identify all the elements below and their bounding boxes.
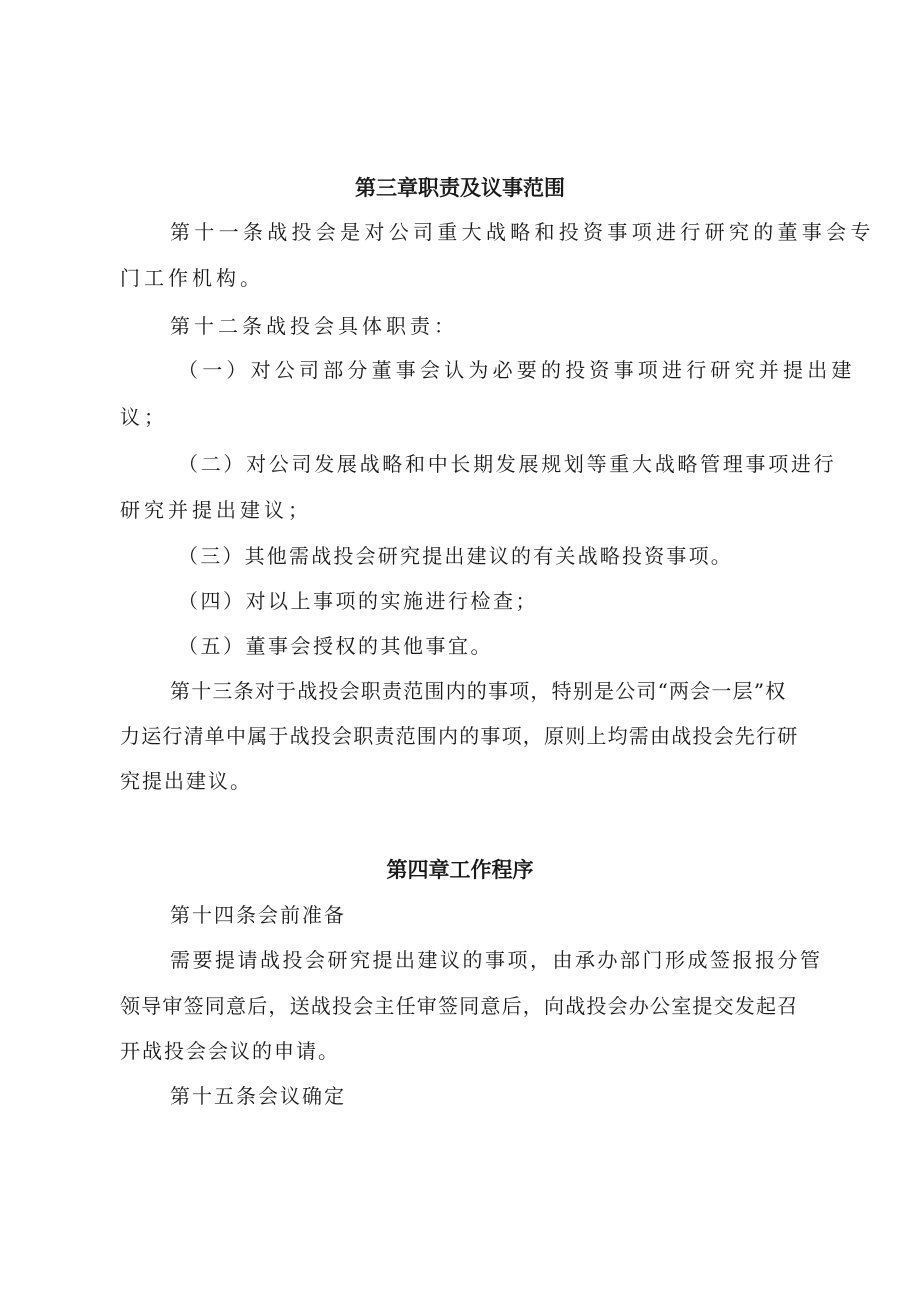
article-14-line-2: 领导审签同意后，送战投会主任审签同意后，向战投会办公室提交发起召	[120, 994, 799, 1018]
article-12-item-1-line-1: （一）对公司部分董事会认为必要的投资事项进行研究并提出建	[178, 358, 856, 382]
chapter-3-title: 第三章职责及议事范围	[355, 176, 565, 200]
article-13-line-3: 究提出建议。	[120, 769, 252, 793]
article-14-line-3: 开战投会会议的申请。	[120, 1039, 340, 1063]
article-12-item-2-line-1: （二）对公司发展战略和中长期发展规划等重大战略管理事项进行	[178, 452, 837, 476]
article-11-line-2: 门工作机构。	[120, 266, 264, 290]
article-12-item-1-line-2: 议；	[120, 405, 168, 429]
article-12-intro: 第十二条战投会具体职责：	[170, 314, 458, 338]
article-12-item-2-line-2: 研究并提出建议；	[120, 498, 312, 522]
chapter-4-title: 第四章工作程序	[386, 858, 534, 882]
article-13-line-1: 第十三条对于战投会职责范围内的事项，特别是公司“两会一层”权	[170, 679, 787, 703]
article-15-title: 第十五条会议确定	[170, 1084, 346, 1108]
article-14-title: 第十四条会前准备	[170, 903, 346, 927]
article-12-item-5: （五）董事会授权的其他事宜。	[178, 634, 493, 658]
article-12-item-4: （四）对以上事项的实施进行检查；	[178, 589, 538, 613]
article-13-line-2: 力运行清单中属于战投会职责范围内的事项，原则上均需由战投会先行研	[120, 724, 799, 748]
article-11-line-1: 第十一条战投会是对公司重大战略和投资事项进行研究的董事会专	[170, 220, 875, 244]
article-12-item-3: （三）其他需战投会研究提出建议的有关战略投资事项。	[178, 544, 733, 568]
article-14-line-1: 需要提请战投会研究提出建议的事项，由承办部门形成签报报分管	[170, 948, 823, 972]
